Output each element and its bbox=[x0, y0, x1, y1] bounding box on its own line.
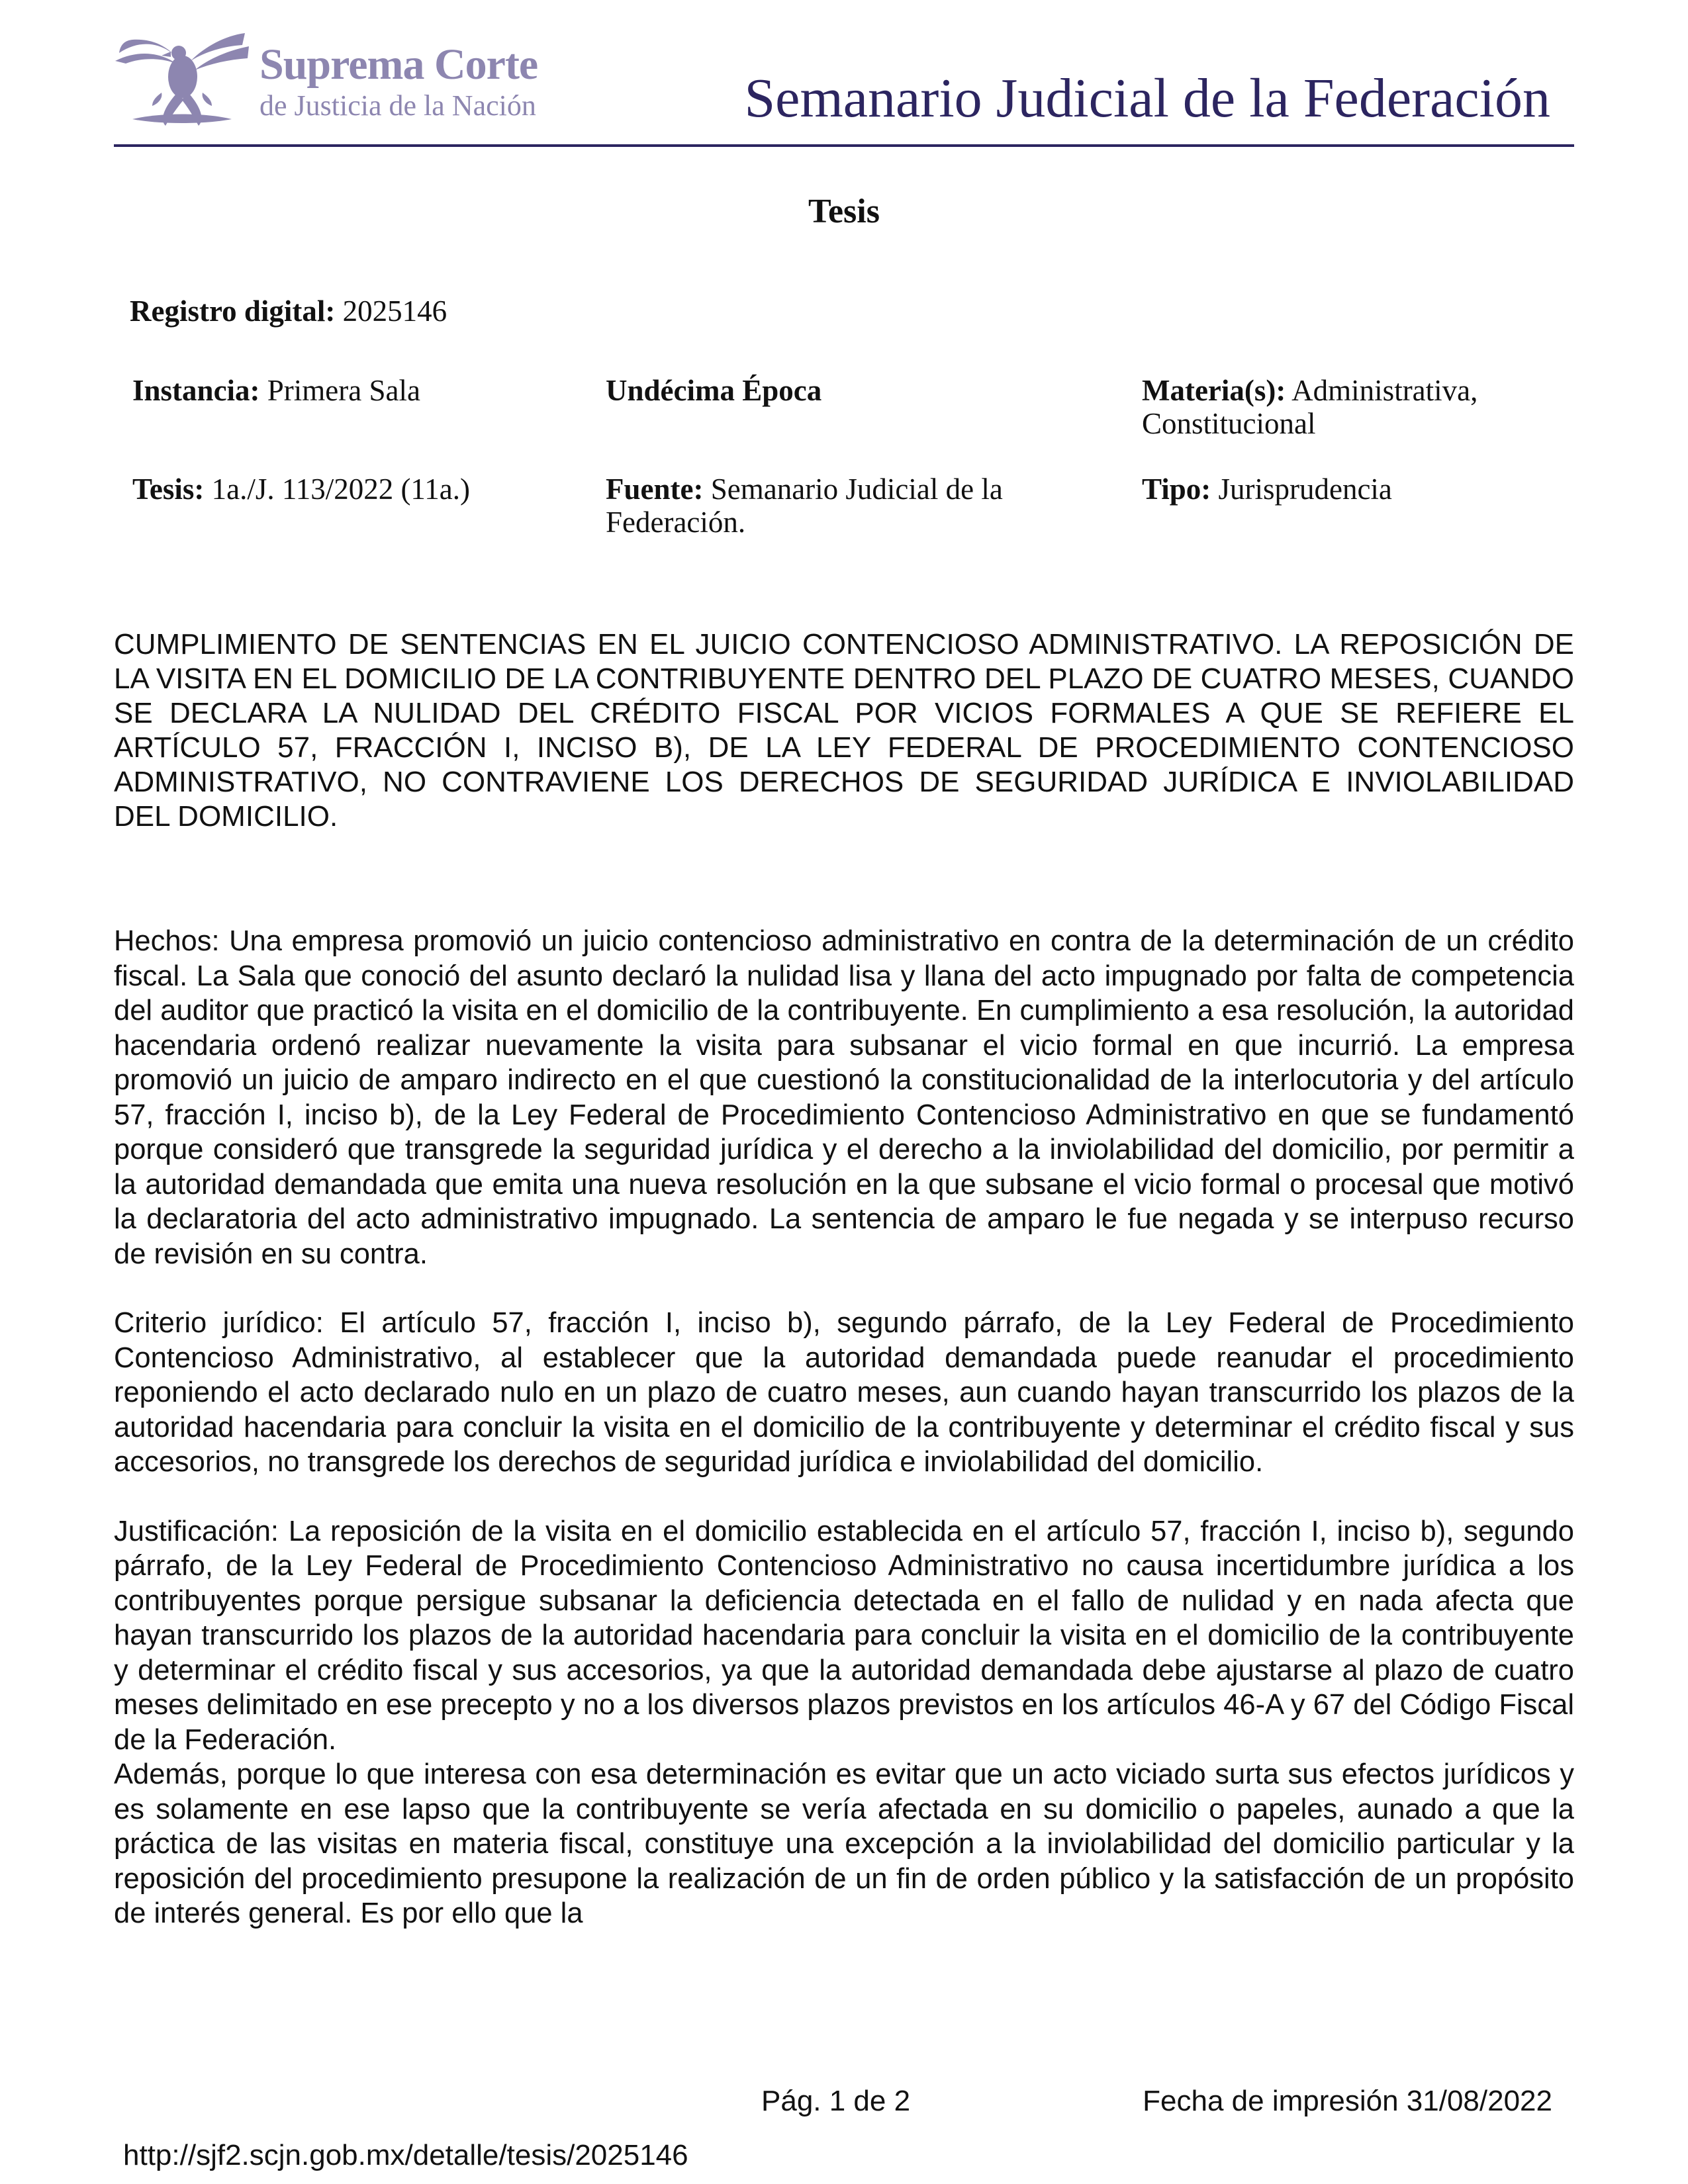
tesis-label: Tesis: bbox=[132, 473, 205, 506]
scjn-logo bbox=[113, 20, 536, 132]
tipo bbox=[1142, 473, 1618, 506]
paragraph-justificacion: Justificación: La reposición de la visita en el domicilio establecida en el artículo 57, fracción I, inciso b), segundo párrafo, de la Ley Federal de Procedimiento Contencioso Administrativo no causa incertidumbre jurídica a los contribuyentes porque persigue subsanar la deficiencia detectada en el fallo de nulidad y en nada afecta que hayan transcurrido los plazos de la autoridad hacendaria para concluir la visita en el domicilio de la contribuyente y determinar el crédito fiscal y sus accesorios, ya que la autoridad demandada debe ajustarse al plazo de cuatro meses delimitado en ese precepto y no a los diversos plazos previstos en los artículos 46-A y 67 del Código Fiscal de la Federación. bbox=[114, 1515, 1574, 1756]
registro-digital bbox=[130, 295, 447, 328]
journal-title: Semanario Judicial de la Federación bbox=[744, 68, 1550, 129]
fuente-label: Fuente: bbox=[606, 473, 704, 506]
logo-name: Suprema Corte bbox=[259, 40, 538, 89]
tesis bbox=[132, 473, 569, 506]
source-url[interactable]: http://sjf2.scjn.gob.mx/detalle/tesis/2025146 bbox=[123, 2139, 688, 2171]
paragraph-ademas: Además, porque lo que interesa con esa determinación es evitar que un acto viciado surta sus efectos jurídicos y es solamente en ese lapso que la contribuyente se vería afectada en su domicilio o papeles, aunado a que la práctica de las visitas en materia fiscal, constituye una excepción a la inviolabilidad del domicilio particular y la reposición del procedimiento presupone la realización de un fin de orden público y la satisfacción de un propósito de interés general. Es por ello que la bbox=[114, 1758, 1574, 1929]
materia bbox=[1142, 374, 1618, 440]
registro-label: Registro digital: bbox=[130, 295, 336, 328]
tesis-heading: CUMPLIMIENTO DE SENTENCIAS EN EL JUICIO CONTENCIOSO ADMINISTRATIVO. LA REPOSICIÓN DE LA VISITA EN EL DOMICILIO DE LA CONTRIBUYENTE DENTRO DEL PLAZO DE CUATRO MESES, CUANDO SE DECLARA LA NULIDAD DEL CRÉDITO FISCAL POR VICIOS FORMALES A QUE SE REFIERE EL ARTÍCULO 57, FRACCIÓN I, INCISO B), DE LA LEY FEDERAL DE PROCEDIMIENTO CONTENCIOSO ADMINISTRATIVO, NO CONTRAVIENE LOS DERECHOS DE SEGURIDAD JURÍDICA E INVIOLABILIDAD DEL DOMICILIO. bbox=[114, 628, 1574, 833]
paragraph-criterio: Criterio jurídico: El artículo 57, fracción I, inciso b), segundo párrafo, de la Ley Federal de Procedimiento Contencioso Administrativo, al establecer que la autoridad demandada puede reanudar el procedimiento reponiendo el acto declarado nulo en un plazo de cuatro meses, aun cuando hayan transcurrido los plazos de la autoridad hacendaria para concluir la visita en el domicilio de la contribuyente y determinar el crédito fiscal y sus accesorios, no transgrede los derechos de seguridad jurídica e inviolabilidad del domicilio. bbox=[114, 1307, 1574, 1478]
materia-label: Materia(s): bbox=[1142, 374, 1286, 407]
page-number: Pág. 1 de 2 bbox=[761, 2085, 911, 2117]
document-title: Tesis bbox=[808, 193, 880, 230]
registro-value: 2025146 bbox=[342, 295, 447, 328]
fuente bbox=[606, 473, 1069, 539]
eagle-emblem-icon bbox=[113, 20, 252, 132]
epoca-label: Undécima Época bbox=[606, 374, 822, 407]
tesis-value: 1a./J. 113/2022 (11a.) bbox=[211, 473, 470, 506]
paragraph-hechos: Hechos: Una empresa promovió un juicio contencioso administrativo en contra de la determinación de un crédito fiscal. La Sala que conoció del asunto declaró la nulidad lisa y llana del acto impugnado por falta de competencia del auditor que practicó la visita en el domicilio de la contribuyente. En cumplimiento a esa resolución, la autoridad hacendaria ordenó realizar nuevamente la visita para subsanar el vicio formal en que incurrió. La empresa promovió un juicio de amparo indirecto en el que cuestionó la constitucionalidad de la interlocutoria y del artículo 57, fracción I, inciso b), de la Ley Federal de Procedimiento Contencioso Administrativo en que se fundamentó porque consideró que transgrede la seguridad jurídica y el derecho a la inviolabilidad del domicilio, por permitir a la autoridad demandada que emita una nueva resolución en la que subsane el vicio formal o procesal que motivó la declaratoria del acto administrativo impugnado. La sentencia de amparo le fue negada y se interpuso recurso de revisión en su contra. bbox=[114, 925, 1574, 1270]
tipo-label: Tipo: bbox=[1142, 473, 1211, 506]
logo-subtitle: de Justicia de la Nación bbox=[259, 89, 536, 122]
materia-value: Administrativa, Constitucional bbox=[1142, 374, 1478, 440]
epoca bbox=[606, 374, 1069, 407]
fuente-value: Semanario Judicial de la Federación. bbox=[606, 473, 1003, 539]
instancia-value: Primera Sala bbox=[267, 374, 420, 407]
header-divider bbox=[114, 144, 1574, 147]
tesis-body bbox=[114, 924, 1574, 1931]
instancia-label: Instancia: bbox=[132, 374, 260, 407]
instancia bbox=[132, 374, 569, 407]
tipo-value: Jurisprudencia bbox=[1218, 473, 1392, 506]
print-date: Fecha de impresión 31/08/2022 bbox=[1143, 2085, 1552, 2117]
